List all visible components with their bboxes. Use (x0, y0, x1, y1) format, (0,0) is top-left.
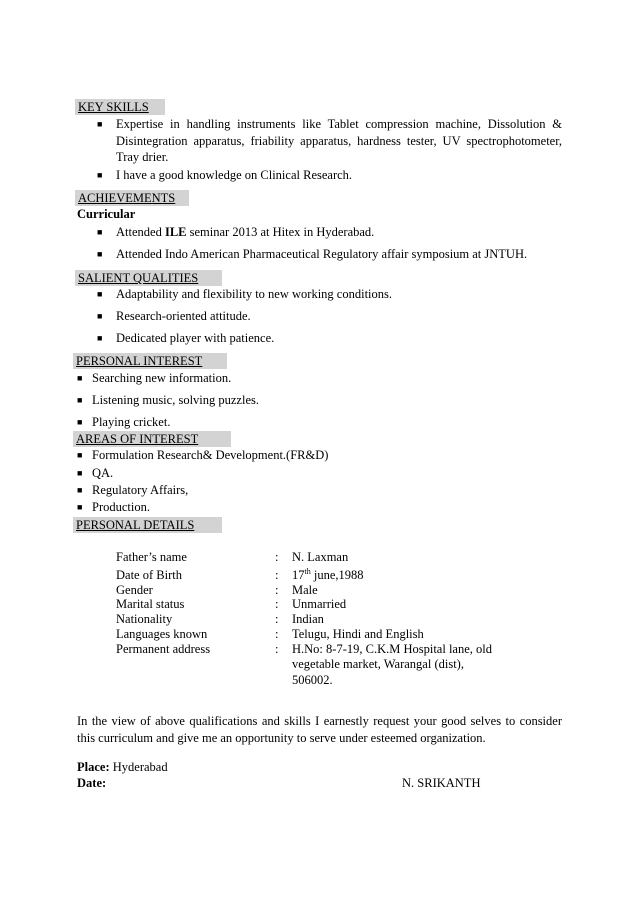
bullet-icon: ■ (77, 468, 83, 478)
salient-qualities-heading: SALIENT QUALITIES (75, 270, 222, 286)
detail-value: Telugu, Hindi and English (292, 627, 424, 641)
bullet-icon: ■ (97, 170, 103, 180)
place-line: Place: Hyderabad (77, 760, 168, 774)
detail-colon: : (275, 612, 279, 626)
bullet-icon: ■ (97, 227, 103, 237)
areas-of-interest-heading: AREAS OF INTEREST (73, 431, 231, 447)
detail-label: Languages known (116, 627, 208, 641)
bullet-icon: ■ (97, 249, 103, 259)
interest-item: Listening music, solving puzzles. (92, 393, 259, 407)
bullet-icon: ■ (97, 333, 103, 343)
bullet-icon: ■ (77, 395, 83, 405)
interest-item: Playing cricket. (92, 415, 171, 429)
detail-label: Permanent address (116, 642, 211, 656)
interest-item: Searching new information. (92, 371, 232, 385)
bullet-icon: ■ (97, 119, 103, 129)
key-skills-heading: KEY SKILLS (75, 99, 165, 115)
achievement-item-1: Attended ILE seminar 2013 at Hitex in Hyderabad. (116, 225, 375, 239)
detail-colon: : (275, 583, 279, 597)
quality-item: Dedicated player with patience. (116, 331, 275, 345)
detail-label: Date of Birth (116, 568, 182, 582)
area-item: Formulation Research& Development.(FR&D) (92, 448, 329, 462)
area-item: Regulatory Affairs, (92, 483, 189, 497)
detail-colon: : (275, 627, 279, 641)
detail-value: Male (292, 583, 318, 597)
bullet-icon: ■ (77, 502, 83, 512)
key-skill-item-1-line-3: Tray drier. (116, 150, 169, 164)
achievement-item-2: Attended Indo American Pharmaceutical Regulatory affair symposium at JNTUH. (116, 247, 528, 261)
declaration-line-2: this curriculum and give me an opportunity to serve under esteemed organization. (77, 731, 486, 745)
achievements-heading: ACHIEVEMENTS (75, 190, 189, 206)
detail-label: Gender (116, 583, 153, 597)
address-line: 506002. (292, 673, 333, 687)
signature-name: N. SRIKANTH (402, 776, 481, 790)
bullet-icon: ■ (97, 289, 103, 299)
detail-colon: : (275, 597, 279, 611)
bullet-icon: ■ (77, 373, 83, 383)
bullet-icon: ■ (77, 450, 83, 460)
personal-interest-heading: PERSONAL INTEREST (73, 353, 227, 369)
area-item: Production. (92, 500, 150, 514)
curricular-subheading: Curricular (77, 207, 136, 221)
detail-value: Indian (292, 612, 324, 626)
quality-item: Research-oriented attitude. (116, 309, 251, 323)
area-item: QA. (92, 466, 114, 480)
personal-details-heading: PERSONAL DETAILS (73, 517, 222, 533)
detail-value: 17th june,1988 (292, 566, 364, 582)
detail-value: N. Laxman (292, 550, 349, 564)
detail-colon: : (275, 568, 279, 582)
detail-colon: : (275, 550, 279, 564)
declaration-line-1: In the view of above qualifications and skills I earnestly request your good selves to consider (77, 714, 562, 728)
bullet-icon: ■ (77, 485, 83, 495)
detail-label: Nationality (116, 612, 173, 626)
bullet-icon: ■ (77, 417, 83, 427)
quality-item: Adaptability and flexibility to new working conditions. (116, 287, 393, 301)
detail-label: Marital status (116, 597, 185, 611)
detail-colon: : (275, 642, 279, 656)
bullet-icon: ■ (97, 311, 103, 321)
address-line: vegetable market, Warangal (dist), (292, 657, 464, 671)
detail-label: Father’s name (116, 550, 187, 564)
key-skill-item-2: I have a good knowledge on Clinical Research. (116, 168, 353, 182)
detail-value: Unmarried (292, 597, 347, 611)
address-line: H.No: 8-7-19, C.K.M Hospital lane, old (292, 642, 492, 656)
date-label: Date: (77, 776, 107, 790)
key-skill-item-1-line-1: Expertise in handling instruments like Tablet compression machine, Dissolution & (116, 117, 562, 131)
key-skill-item-1-line-2: Disintegration apparatus, friability apparatus, hardness tester, UV spectrophotometer, (116, 134, 562, 148)
